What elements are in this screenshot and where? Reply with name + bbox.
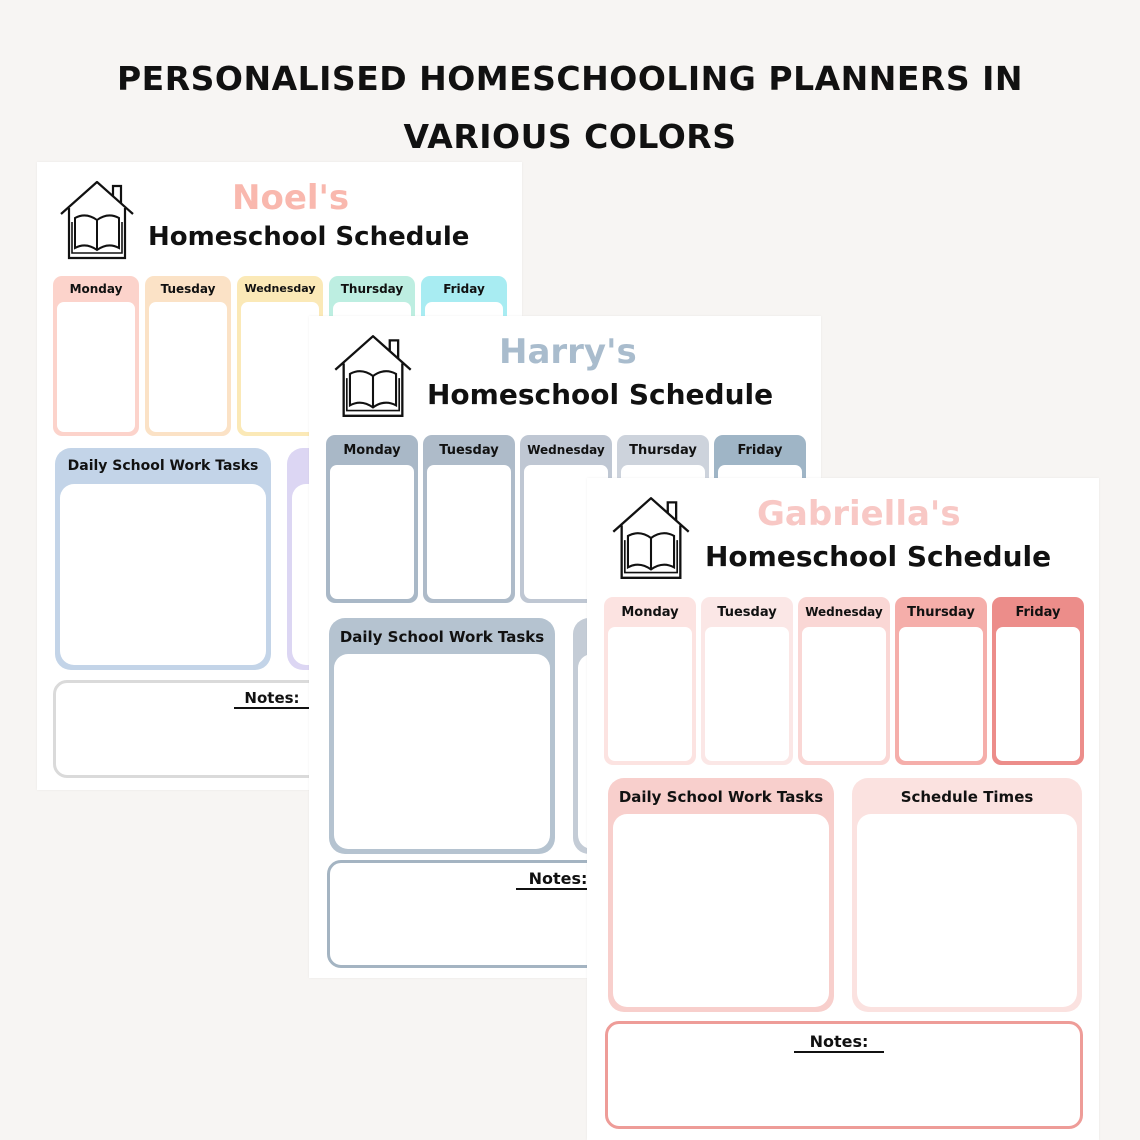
notes-box[interactable] — [605, 1021, 1083, 1129]
day-label: Wednesday — [527, 443, 605, 457]
headline-line-1: PERSONALISED HOMESCHOOLING PLANNERS IN — [117, 59, 1023, 98]
tasks-write-area[interactable] — [60, 484, 266, 665]
day-write-area[interactable] — [241, 302, 319, 432]
day-write-area[interactable] — [427, 465, 511, 599]
house-book-icon — [609, 494, 693, 582]
day-write-area[interactable] — [802, 627, 886, 761]
notes-label: Notes: — [234, 689, 310, 709]
day-write-area[interactable] — [608, 627, 692, 761]
planner-name: Harry's — [499, 332, 637, 372]
tasks-write-area[interactable] — [613, 814, 829, 1007]
day-column-tuesday — [423, 435, 515, 603]
day-label: Monday — [69, 282, 123, 296]
day-column-wednesday — [798, 597, 890, 765]
day-column-monday — [604, 597, 696, 765]
planner-title: Homeschool Schedule — [705, 540, 1052, 573]
planner-name: Noel's — [232, 178, 350, 218]
day-label: Tuesday — [439, 443, 499, 458]
house-book-icon — [331, 332, 415, 420]
notes-label: Notes: — [794, 1032, 884, 1053]
day-label: Monday — [343, 443, 401, 458]
day-column-friday — [992, 597, 1084, 765]
planner-title: Homeschool Schedule — [427, 378, 774, 411]
tasks-label: Daily School Work Tasks — [67, 458, 259, 474]
day-write-area[interactable] — [996, 627, 1080, 761]
day-write-area[interactable] — [149, 302, 227, 432]
day-label: Thursday — [340, 282, 404, 296]
notes-label: Notes: — [516, 869, 600, 890]
headline — [0, 50, 1140, 166]
planner-name: Gabriella's — [757, 494, 961, 534]
day-column-tuesday — [145, 276, 231, 436]
day-label: Friday — [1015, 605, 1061, 620]
day-label: Monday — [621, 605, 679, 620]
day-label: Tuesday — [717, 605, 777, 620]
tasks-panel — [608, 778, 834, 1012]
day-label: Tuesday — [160, 282, 216, 296]
day-write-area[interactable] — [57, 302, 135, 432]
schedule-label: Schedule Times — [900, 788, 1034, 806]
day-column-tuesday — [701, 597, 793, 765]
tasks-label: Daily School Work Tasks — [339, 628, 545, 646]
tasks-panel — [55, 448, 271, 670]
schedule-write-area[interactable] — [857, 814, 1077, 1007]
day-write-area[interactable] — [330, 465, 414, 599]
tasks-panel — [329, 618, 555, 854]
day-label: Wednesday — [244, 282, 316, 295]
tasks-write-area[interactable] — [334, 654, 550, 849]
day-label: Friday — [737, 443, 783, 458]
planner-sheet-gabriella — [587, 478, 1099, 1140]
day-column-monday — [53, 276, 139, 436]
day-label: Wednesday — [805, 605, 883, 619]
day-write-area[interactable] — [899, 627, 983, 761]
planner-title: Homeschool Schedule — [148, 222, 470, 252]
tasks-label: Daily School Work Tasks — [618, 788, 824, 806]
house-book-icon — [57, 178, 137, 262]
day-column-monday — [326, 435, 418, 603]
day-label: Thursday — [629, 443, 697, 458]
day-label: Thursday — [907, 605, 975, 620]
day-write-area[interactable] — [705, 627, 789, 761]
day-label: Friday — [443, 282, 485, 296]
headline-line-2: VARIOUS COLORS — [403, 117, 737, 156]
day-column-thursday — [895, 597, 987, 765]
schedule-panel — [852, 778, 1082, 1012]
